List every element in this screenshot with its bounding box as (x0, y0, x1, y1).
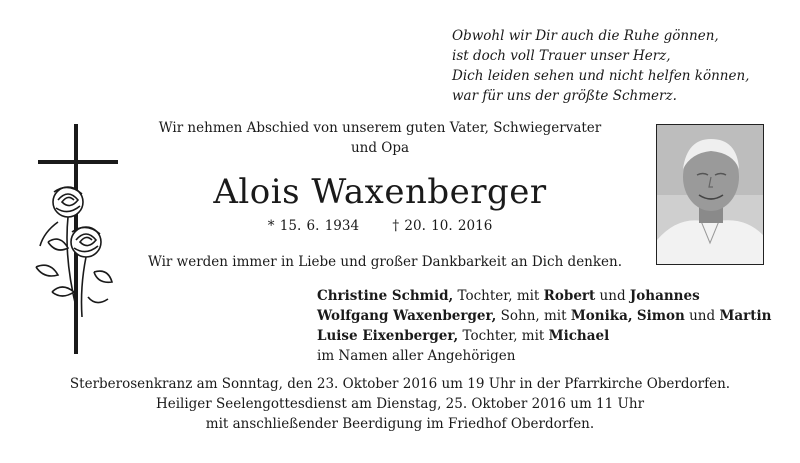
family-relation: Sohn, mit (496, 308, 571, 324)
family-member-name: Luise Eixenberger, (317, 328, 459, 344)
family-conjunction: und (684, 308, 720, 324)
poem (452, 26, 792, 106)
cross-with-roses-icon (28, 122, 128, 362)
intro-text (130, 118, 630, 158)
family-member-name: Christine Schmid, (317, 288, 454, 304)
remembrance-text: Wir werden immer in Liebe und großer Dankbarkeit an Dich denken. (147, 254, 623, 270)
family-list (317, 286, 787, 366)
portrait-photo (656, 124, 764, 265)
family-partner: Robert (543, 288, 596, 304)
family-footer: im Namen aller Angehörigen (317, 348, 516, 364)
intro-line: Wir nehmen Abschied von unserem guten Vater, Schwiegervater (158, 120, 602, 136)
family-line (317, 286, 787, 306)
family-partner: Simon (636, 308, 685, 324)
poem-line: Dich leiden sehen und nicht helfen können, (452, 68, 750, 84)
birth-date: * 15. 6. 1934 (267, 218, 360, 234)
family-partner: Martin (719, 308, 772, 324)
life-dates (130, 216, 630, 236)
service-line: Sterberosenkranz am Sonntag, den 23. Oktober 2016 um 19 Uhr in der Pfarrkirche Oberdorfen. (69, 376, 731, 392)
family-conjunction: und (595, 288, 630, 304)
poem-line: war für uns der größte Schmerz. (452, 88, 677, 104)
deceased-name: Alois Waxenberger (213, 172, 547, 212)
service-line: Heiliger Seelengottesdienst am Dienstag, 25. Oktober 2016 um 11 Uhr (155, 396, 645, 412)
family-line (317, 326, 787, 346)
family-partner: Michael (548, 328, 610, 344)
family-partner: Johannes (629, 288, 700, 304)
poem-line: ist doch voll Trauer unser Herz, (452, 48, 671, 64)
poem-line: Obwohl wir Dir auch die Ruhe gönnen, (452, 28, 719, 44)
death-date: † 20. 10. 2016 (392, 218, 493, 234)
family-partner: Monika, (570, 308, 633, 324)
portrait-image (657, 125, 763, 264)
service-details (30, 374, 770, 434)
family-member-name: Wolfgang Waxenberger, (317, 308, 497, 324)
intro-line: und Opa (350, 140, 410, 156)
service-line: mit anschließender Beerdigung im Friedhof Oberdorfen. (205, 416, 595, 432)
family-line (317, 306, 787, 326)
family-relation: Tochter, mit (453, 288, 544, 304)
family-relation: Tochter, mit (458, 328, 549, 344)
